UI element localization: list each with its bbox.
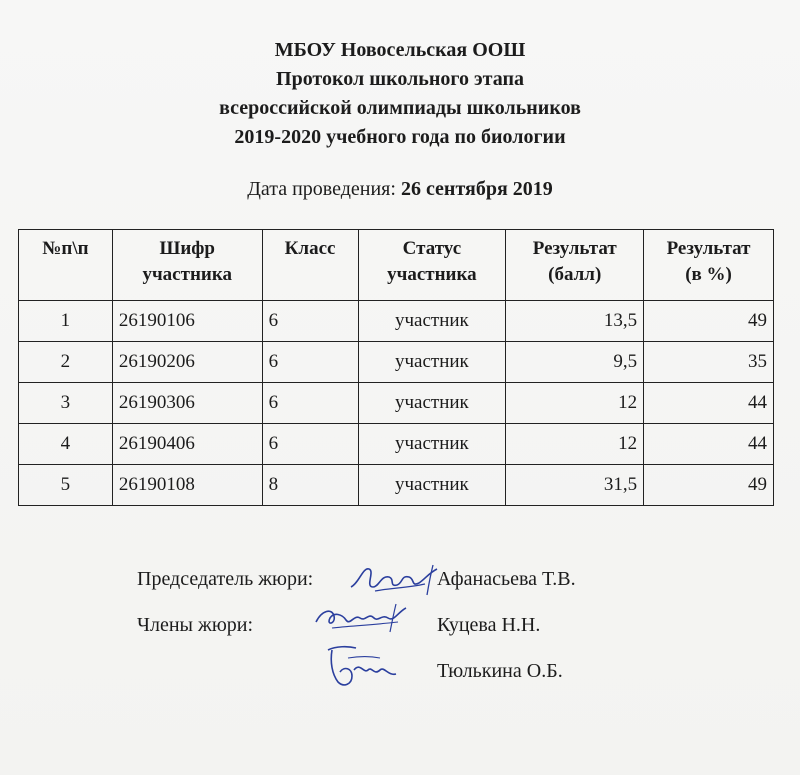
cell-score: 31,5 xyxy=(506,465,644,506)
cell-score: 9,5 xyxy=(506,342,644,383)
cell-code: 26190108 xyxy=(112,465,262,506)
member2-signature xyxy=(318,640,402,692)
cell-score: 13,5 xyxy=(506,301,644,342)
member1-name: Куцева Н.Н. xyxy=(437,614,541,636)
school-name: МБОУ Новосельская ООШ xyxy=(274,39,526,61)
cell-code: 26190406 xyxy=(112,424,262,465)
member2-name: Тюлькина О.Б. xyxy=(437,660,563,682)
cell-status: участник xyxy=(358,342,506,383)
event-date xyxy=(0,178,800,201)
cell-number: 1 xyxy=(19,301,113,342)
cell-grade: 6 xyxy=(262,342,358,383)
table-row xyxy=(19,342,774,383)
members-label: Члены жюри: xyxy=(137,614,254,636)
chair-name: Афанасьева Т.В. xyxy=(437,568,576,590)
cell-percent: 49 xyxy=(644,465,774,506)
cell-status: участник xyxy=(358,301,506,342)
olympiad-title: всероссийской олимпиады школьников xyxy=(219,97,581,119)
table-row xyxy=(19,424,774,465)
cell-code: 26190106 xyxy=(112,301,262,342)
column-header-grade: Класс xyxy=(262,230,358,301)
table-row xyxy=(19,301,774,342)
table-header-row xyxy=(19,230,774,301)
cell-percent: 49 xyxy=(644,301,774,342)
cell-code: 26190206 xyxy=(112,342,262,383)
cell-number: 2 xyxy=(19,342,113,383)
cell-status: участник xyxy=(358,383,506,424)
cell-percent: 44 xyxy=(644,424,774,465)
protocol-title: Протокол школьного этапа xyxy=(276,68,524,90)
column-header-code: Шифр участника xyxy=(112,230,262,301)
chair-label: Председатель жюри: xyxy=(137,568,314,590)
cell-grade: 6 xyxy=(262,383,358,424)
date-value: 26 сентября 2019 xyxy=(400,178,553,200)
cell-number: 3 xyxy=(19,383,113,424)
cell-grade: 8 xyxy=(262,465,358,506)
table-row xyxy=(19,383,774,424)
cell-percent: 44 xyxy=(644,383,774,424)
table-row xyxy=(19,465,774,506)
member1-signature xyxy=(312,598,412,638)
cell-code: 26190306 xyxy=(112,383,262,424)
cell-score: 12 xyxy=(506,424,644,465)
cell-grade: 6 xyxy=(262,301,358,342)
cell-status: участник xyxy=(358,424,506,465)
column-header-status: Статус участника xyxy=(358,230,506,301)
column-header-score: Результат (балл) xyxy=(506,230,644,301)
column-header-number: №п\п xyxy=(19,230,113,301)
column-header-percent: Результат (в %) xyxy=(644,230,774,301)
cell-number: 5 xyxy=(19,465,113,506)
cell-grade: 6 xyxy=(262,424,358,465)
cell-status: участник xyxy=(358,465,506,506)
cell-score: 12 xyxy=(506,383,644,424)
document-heading xyxy=(0,36,800,152)
results-table xyxy=(18,229,774,506)
chair-signature xyxy=(345,557,445,599)
cell-number: 4 xyxy=(19,424,113,465)
cell-percent: 35 xyxy=(644,342,774,383)
date-label: Дата проведения: xyxy=(247,178,396,200)
year-subject: 2019-2020 учебного года по биологии xyxy=(234,126,566,148)
